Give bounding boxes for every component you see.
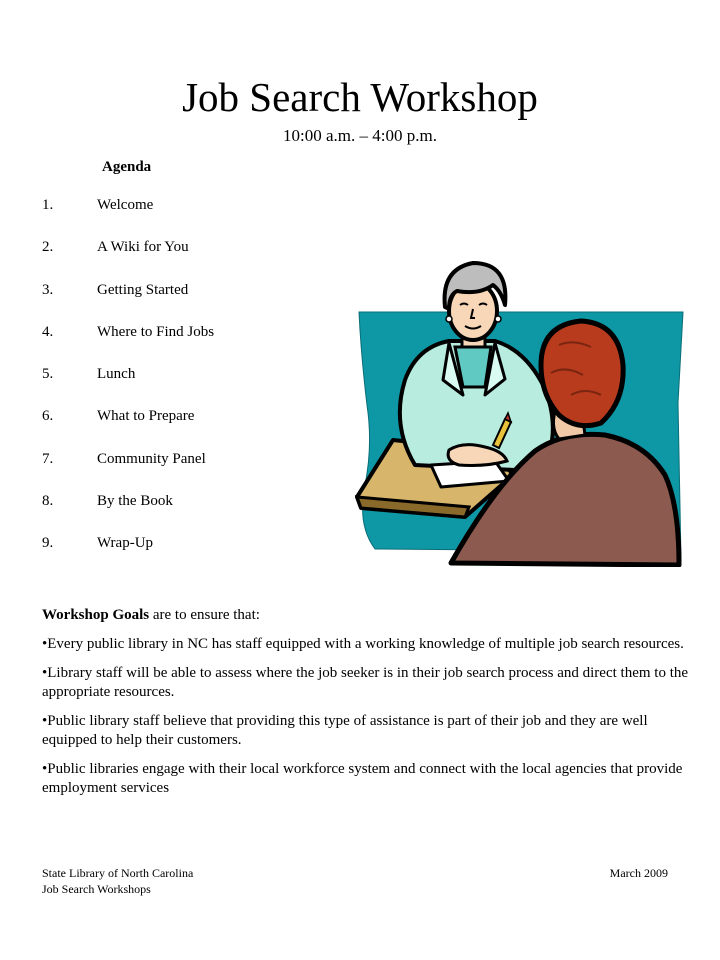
- agenda-item-number: 7.: [42, 450, 54, 467]
- goal-bullet: •Public libraries engage with their local workforce system and connect with the local agencies that provide employment services: [42, 761, 683, 796]
- agenda-item-label: A Wiki for You: [97, 239, 189, 256]
- agenda-item-label: Lunch: [97, 366, 136, 383]
- agenda-item-label: Where to Find Jobs: [97, 323, 215, 340]
- agenda-item-number: 2.: [42, 239, 54, 256]
- footer-organization: State Library of North Carolina: [42, 866, 194, 880]
- document-title: Job Search Workshop: [182, 74, 538, 120]
- clipart-man-hair: [541, 321, 623, 426]
- agenda-heading: Agenda: [102, 159, 152, 175]
- agenda-item-number: 3.: [42, 281, 54, 298]
- footer-date: March 2009: [609, 866, 668, 880]
- goal-bullet: •Every public library in NC has staff equipped with a working knowledge of multiple job search resources.: [42, 636, 684, 652]
- workshop-time: 10:00 a.m. – 4:00 p.m.: [283, 126, 437, 145]
- agenda-item-number: 1.: [42, 197, 54, 213]
- agenda-item-label: What to Prepare: [97, 408, 195, 425]
- interview-clipart: [345, 255, 690, 567]
- agenda-item-label: Wrap-Up: [97, 535, 154, 552]
- agenda-item-number: 9.: [42, 535, 54, 552]
- agenda-item-label: Community Panel: [97, 450, 206, 467]
- agenda-item-number: 8.: [42, 493, 54, 510]
- footer-series: Job Search Workshops: [42, 882, 151, 896]
- agenda-item-label: Getting Started: [97, 281, 189, 298]
- agenda-item-label: Welcome: [97, 197, 154, 213]
- agenda-item-number: 5.: [42, 366, 54, 383]
- agenda-item-number: 4.: [42, 323, 54, 340]
- footer-left: [42, 865, 193, 897]
- goals-lead-text: are to ensure that:: [149, 607, 260, 623]
- goal-bullet: •Library staff will be able to assess where the job seeker is in their job search process and direct them to the appropriate resources.: [42, 665, 689, 700]
- goals-lead-bold: Workshop Goals: [42, 607, 150, 623]
- goal-bullet: •Public library staff believe that providing this type of assistance is part of their job and they are well equipped to help their customers.: [42, 713, 648, 748]
- workshop-goals: [42, 606, 692, 808]
- agenda-item-number: 6.: [42, 408, 54, 425]
- goals-intro: [42, 606, 692, 625]
- agenda-item-label: By the Book: [97, 493, 173, 510]
